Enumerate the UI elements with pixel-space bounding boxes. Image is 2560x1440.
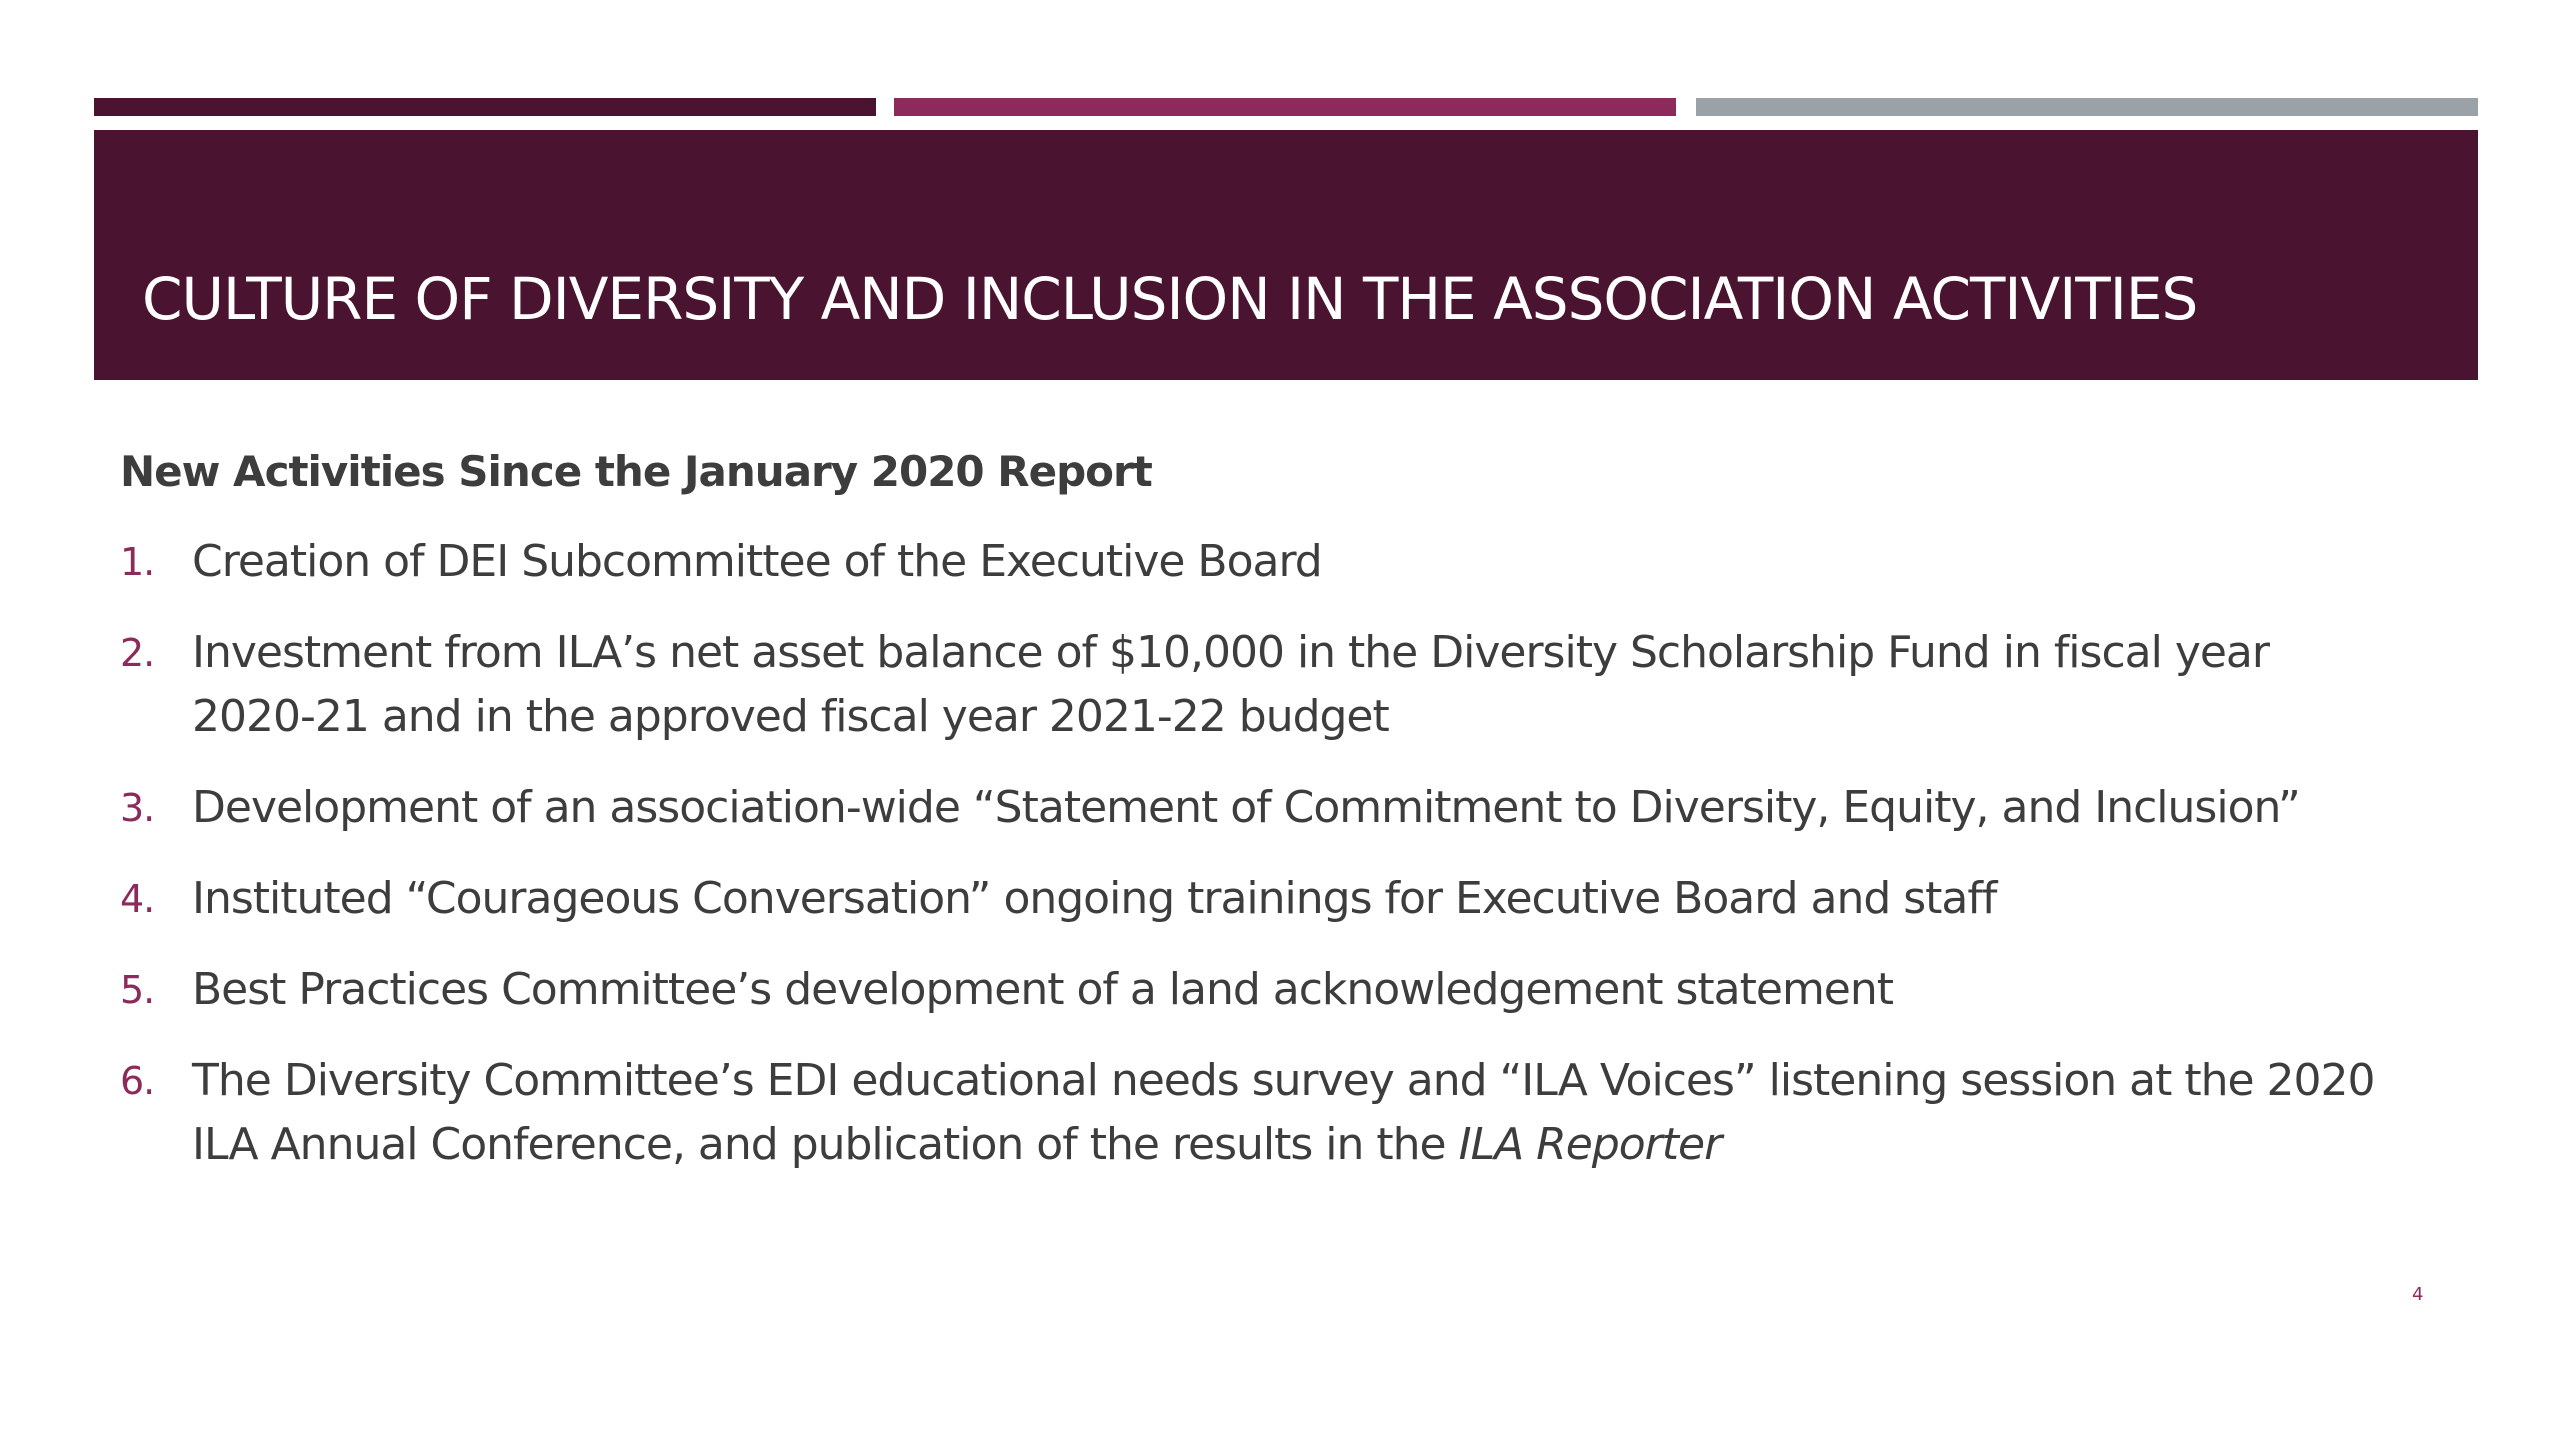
list-item	[120, 867, 2400, 931]
item-text: Creation of DEI Subcommittee of the Executive Board	[192, 536, 1322, 587]
accent-bar-dark	[94, 98, 876, 116]
slide-title: CULTURE OF DIVERSITY AND INCLUSION IN THE ASSOCIATION ACTIVITIES	[142, 265, 2198, 333]
item-number: 4.	[120, 877, 155, 921]
item-number: 3.	[120, 786, 155, 830]
item-number: 6.	[120, 1059, 155, 1103]
accent-bars	[94, 98, 2478, 116]
list-item	[120, 958, 2400, 1022]
page-number: 4	[2412, 1284, 2424, 1305]
item-text: The Diversity Committee’s EDI educational needs survey and “ILA Voices” listening session at the 2020 ILA Annual Conference, and publication of the results in the	[192, 1055, 2375, 1170]
list-item	[120, 621, 2400, 749]
accent-bar-magenta	[894, 98, 1676, 116]
list-item	[120, 776, 2400, 840]
title-band	[94, 130, 2478, 380]
item-text: Best Practices Committee’s development of a land acknowledgement statement	[192, 964, 1894, 1015]
slide-content	[120, 440, 2400, 1204]
item-text: Development of an association-wide “Statement of Commitment to Diversity, Equity, and Inclusion”	[192, 782, 2300, 833]
item-number: 1.	[120, 540, 155, 584]
accent-bar-gray	[1696, 98, 2478, 116]
activities-list	[120, 530, 2400, 1177]
publication-title: ILA Reporter	[1458, 1119, 1722, 1170]
subheading: New Activities Since the January 2020 Report	[120, 447, 1152, 496]
item-number: 2.	[120, 631, 155, 675]
list-item	[120, 1049, 2400, 1177]
item-text: Instituted “Courageous Conversation” ongoing trainings for Executive Board and staff	[192, 873, 1997, 924]
item-number: 5.	[120, 968, 155, 1012]
list-item	[120, 530, 2400, 594]
item-text: Investment from ILA’s net asset balance of $10,000 in the Diversity Scholarship Fund in fiscal year 2020-21 and in the approved fiscal year 2021-22 budget	[192, 627, 2269, 742]
